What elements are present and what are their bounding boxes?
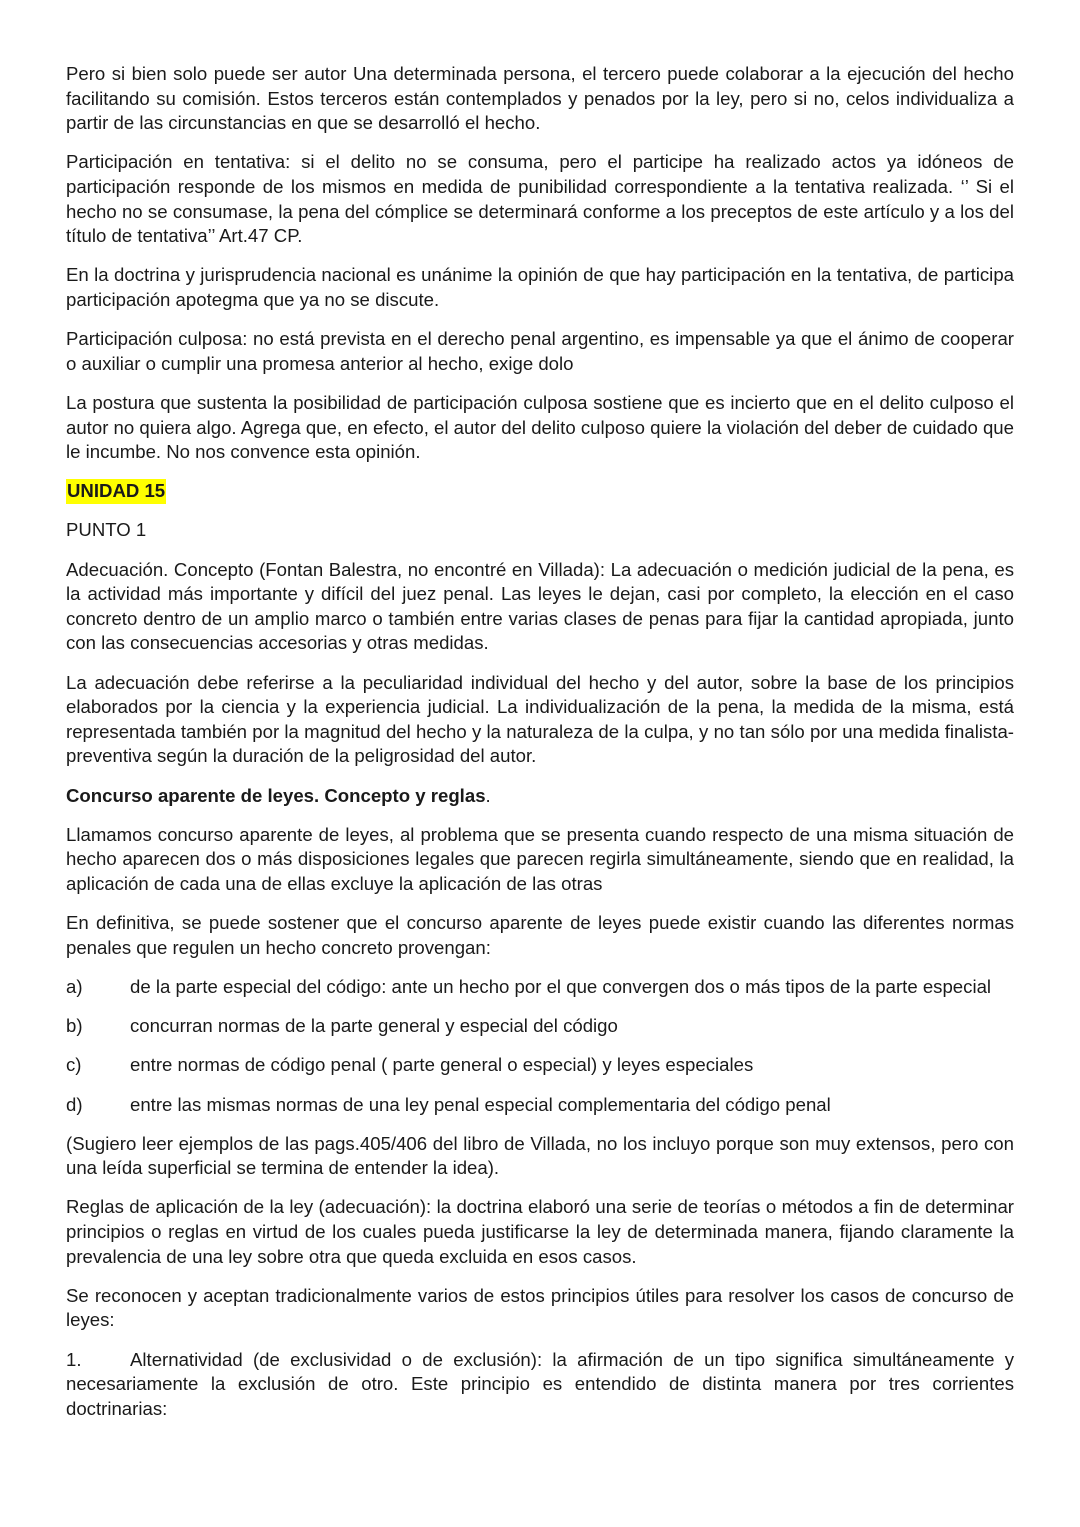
paragraph: Pero si bien solo puede ser autor Una determinada persona, el tercero puede colaborar a la ejecución del hecho facilitando su comisión. Estos terceros están contemplados y penados por la ley, pero si no, celos individualiza a partir de las circunstancias en que se desarrolló el hecho.: [66, 63, 1014, 134]
concurso-heading: Concurso aparente de leyes. Concepto y reglas: [66, 784, 486, 806]
paragraph: En definitiva, se puede sostener que el concurso aparente de leyes puede existir cuando las diferentes normas penales que regulen un hecho concreto provengan:: [66, 912, 1014, 958]
list-text: entre las mismas normas de una ley penal especial complementaria del código penal: [130, 1093, 831, 1115]
paragraph: Reglas de aplicación de la ley (adecuación): la doctrina elaboró una serie de teorías o métodos a fin de determinar principios o reglas en virtud de los cuales pueda justificarse la ley de determinada manera, fijando claramente la prevalencia de una ley sobre otra que queda excluida en esos casos.: [66, 1196, 1014, 1267]
unit-heading-line: [66, 479, 1014, 504]
list-marker: a): [66, 975, 83, 997]
concurso-heading-period: .: [485, 784, 491, 806]
list-text: Alternatividad (de exclusividad o de exclusión): la afirmación de un tipo significa simultáneamente y necesariamente la exclusión de otro. Este principio es entendido de distinta manera por tres corrientes doctrinarias:: [66, 1348, 1014, 1419]
list-marker: b): [66, 1015, 83, 1037]
list-marker: 1.: [66, 1348, 82, 1370]
list-item: [66, 975, 1014, 1000]
paragraph: Llamamos concurso aparente de leyes, al problema que se presenta cuando respecto de una misma situación de hecho aparecen dos o más disposiciones legales que parecen regirla simultáneamente, siendo que en realidad, la aplicación de cada una de ellas excluye la aplicación de las otras: [66, 823, 1014, 894]
concurso-heading-line: [66, 784, 1014, 809]
paragraph: Participación culposa: no está prevista en el derecho penal argentino, es impensable ya que el ánimo de cooperar o auxiliar o cumplir una promesa anterior al hecho, exige dolo: [66, 328, 1014, 374]
list-item: [66, 1093, 1014, 1118]
list-marker: c): [66, 1054, 82, 1076]
paragraph: (Sugiero leer ejemplos de las pags.405/406 del libro de Villada, no los incluyo porque son muy extensos, pero con una leída superficial se termina de entender la idea).: [66, 1132, 1014, 1179]
unit-heading: UNIDAD 15: [66, 479, 166, 504]
numbered-item: [66, 1348, 1014, 1422]
paragraph: La postura que sustenta la posibilidad de participación culposa sostiene que es incierto que en el delito culposo el autor no quiera algo. Agrega que, en efecto, el autor del delito culposo quiere la violación del deber de cuidado que le incumbe. No nos convence esta opinión.: [66, 391, 1014, 463]
list-text: entre normas de código penal ( parte general o especial) y leyes especiales: [130, 1054, 754, 1076]
list-text: concurran normas de la parte general y especial del código: [130, 1015, 618, 1037]
paragraph: La adecuación debe referirse a la peculiaridad individual del hecho y del autor, sobre la base de los principios elaborados por la ciencia y la experiencia judicial. La individualización de la pena, la medida de la misma, está representada también por la magnitud del hecho y la naturaleza de la culpa, y no tan sólo por una medida finalista-preventiva según la duración de la peligrosidad del autor.: [66, 671, 1014, 767]
list-text: de la parte especial del código: ante un hecho por el que convergen dos o más tipos de la parte especial: [130, 975, 992, 997]
list-marker: d): [66, 1093, 83, 1115]
paragraph: Se reconocen y aceptan tradicionalmente varios de estos principios útiles para resolver los casos de concurso de leyes:: [66, 1284, 1014, 1331]
list-item: [66, 1014, 1014, 1039]
paragraph: Participación en tentativa: si el delito no se consuma, pero el participe ha realizado actos ya idóneos de participación responde de los mismos en medida de punibilidad correspondiente a la tentativa realizada. ‘’ Si el hecho no se consumase, la pena del cómplice se determinará conforme a los preceptos de este artículo y a los del título de tentativa’’ Art.47 CP.: [66, 151, 1014, 247]
punto-heading: PUNTO 1: [66, 519, 147, 541]
paragraph: Adecuación. Concepto (Fontan Balestra, no encontré en Villada): La adecuación o medición judicial de la pena, es la actividad más importante y difícil del juez penal. Las leyes le dejan, casi por completo, la elección en el caso concreto dentro de un amplio marco o también entre varias clases de penas para fijar la cantidad apropiada, junto con las consecuencias accesorias y otras medidas.: [66, 558, 1014, 654]
document-page: [66, 62, 1014, 1436]
list-item: [66, 1053, 1014, 1078]
paragraph: En la doctrina y jurisprudencia nacional es unánime la opinión de que hay participación en la tentativa, de participa participación apotegma que ya no se discute.: [66, 264, 1014, 310]
